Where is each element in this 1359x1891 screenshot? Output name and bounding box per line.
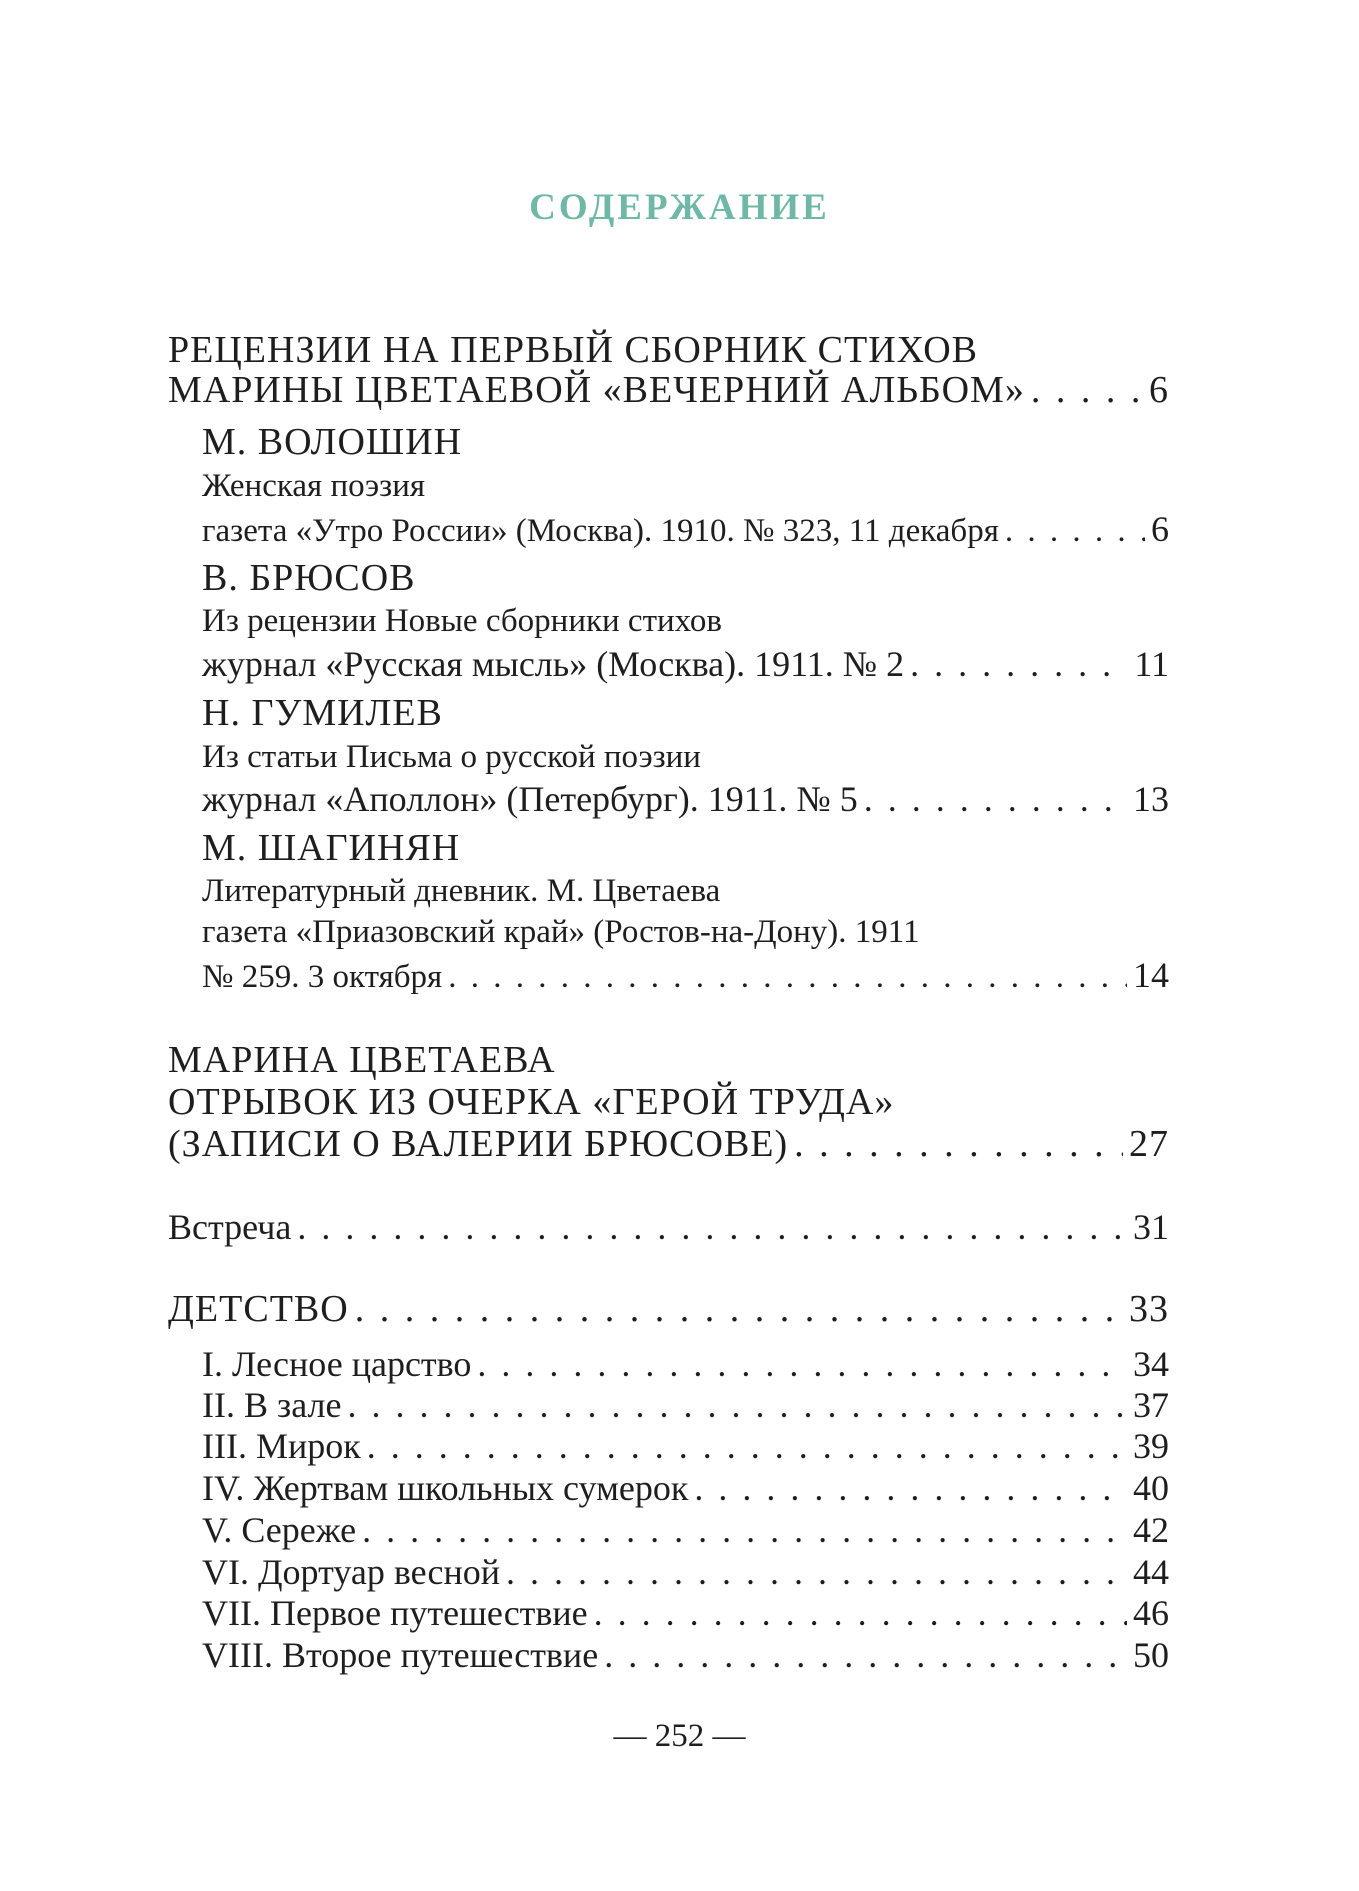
page-ref: 37: [1133, 1385, 1169, 1425]
toc-subentry: [202, 1467, 1169, 1509]
section-heading-line: МАРИНЫ ЦВЕТАЕВОЙ «ВЕЧЕРНИЙ АЛЬБОМ»: [168, 369, 1025, 411]
review-source: журнал «Аполлон» (Петербург). 1911. № 5: [202, 779, 858, 819]
author-name: М. ВОЛОШИН: [202, 421, 463, 463]
review-source: газета «Приазовский край» (Ростов-на-Дону). 1911: [202, 914, 920, 950]
review-title-text: Из рецензии Новые сборники стихов: [202, 603, 722, 639]
dot-leader: [864, 778, 1127, 820]
author-name: М. ШАГИНЯН: [202, 827, 461, 869]
review-title-text: Из статьи Письма о русской поэзии: [202, 739, 701, 775]
page-ref: 33: [1129, 1288, 1169, 1330]
toc-entry: [202, 508, 1169, 550]
section-heading: [168, 328, 978, 372]
page-ref: 14: [1133, 955, 1169, 995]
toc-entry: [202, 954, 1169, 996]
entry-label: VI. Дортуар весной: [202, 1552, 501, 1592]
dot-leader: [594, 1592, 1127, 1634]
page-ref: 40: [1133, 1468, 1169, 1508]
entry-label: III. Мирок: [202, 1426, 361, 1466]
page-ref: 13: [1133, 779, 1169, 819]
page-title: СОДЕРЖАНИЕ: [529, 187, 830, 228]
page-ref: 46: [1133, 1593, 1169, 1633]
page-ref: 34: [1133, 1344, 1169, 1384]
review-title-text: Литературный дневник. М. Цветаева: [202, 873, 721, 909]
toc-subentry: [202, 1551, 1169, 1593]
dot-leader: [448, 959, 1127, 996]
entry-label: V. Сереже: [202, 1510, 357, 1550]
toc-entry: [168, 1122, 1169, 1166]
review-author: [202, 420, 462, 464]
page-ref: 39: [1133, 1426, 1169, 1466]
dot-leader: [355, 1287, 1123, 1331]
toc-subentry: [202, 1425, 1169, 1467]
page-number: — 252 —: [613, 1718, 746, 1754]
section-heading-line: РЕЦЕНЗИИ НА ПЕРВЫЙ СБОРНИК СТИХОВ: [168, 329, 978, 371]
review-source: газета «Утро России» (Москва). 1910. № 323, 11 декабря: [202, 513, 999, 549]
review-source: журнал «Русская мысль» (Москва). 1911. № 2: [202, 644, 905, 684]
toc-entry: [168, 1287, 1169, 1331]
dot-leader: [1031, 368, 1143, 412]
page-ref: 11: [1134, 644, 1169, 684]
toc-entry: [168, 1206, 1169, 1248]
dot-leader: [347, 1384, 1127, 1426]
toc-entry: [168, 368, 1169, 412]
review-source-line: [202, 914, 920, 951]
dot-leader: [694, 1467, 1127, 1509]
dot-leader: [1005, 513, 1145, 550]
dot-leader: [477, 1343, 1127, 1385]
toc-entry: [202, 643, 1169, 685]
toc-entry: [202, 778, 1169, 820]
toc-subentry: [202, 1592, 1169, 1634]
section-heading-line: ОТРЫВОК ИЗ ОЧЕРКА «ГЕРОЙ ТРУДА»: [168, 1081, 895, 1123]
entry-label: IV. Жертвам школьных сумерок: [202, 1468, 689, 1508]
page-ref: 27: [1129, 1123, 1169, 1165]
entry-label: ДЕТСТВО: [168, 1288, 349, 1330]
review-author: [202, 826, 460, 870]
entry-label: Встреча: [168, 1207, 292, 1247]
dot-leader: [910, 643, 1128, 685]
entry-label: I. Лесное царство: [202, 1344, 472, 1384]
review-title: [202, 468, 425, 505]
review-author: [202, 556, 416, 600]
dot-leader: [604, 1634, 1127, 1676]
dot-leader: [506, 1551, 1127, 1593]
review-source: № 259. 3 октября: [202, 959, 443, 995]
page-ref: 50: [1133, 1635, 1169, 1675]
dot-leader: [362, 1509, 1127, 1551]
author-name: В. БРЮСОВ: [202, 557, 416, 599]
review-title-text: Женская поэзия: [202, 468, 426, 504]
page-ref: 42: [1133, 1510, 1169, 1550]
review-author: [202, 691, 443, 735]
review-title: [202, 603, 722, 640]
review-title: [202, 739, 701, 776]
author-name: Н. ГУМИЛЕВ: [202, 692, 443, 734]
entry-label: II. В зале: [202, 1385, 342, 1425]
page-ref: 6: [1149, 369, 1169, 411]
toc-subentry: [202, 1634, 1169, 1676]
section-heading-line: (ЗАПИСИ О ВАЛЕРИИ БРЮСОВЕ): [168, 1123, 789, 1165]
section-heading: [168, 1038, 556, 1082]
page-ref: 31: [1133, 1207, 1169, 1247]
entry-label: VII. Первое путешествие: [202, 1593, 588, 1633]
dot-leader: [794, 1122, 1123, 1166]
toc-subentry: [202, 1509, 1169, 1551]
section-heading: [168, 1080, 894, 1124]
dot-leader: [297, 1206, 1127, 1248]
entry-label: VIII. Второе путешествие: [202, 1635, 599, 1675]
dot-leader: [367, 1425, 1127, 1467]
toc-subentry: [202, 1343, 1169, 1385]
page-ref: 44: [1133, 1552, 1169, 1592]
review-title: [202, 873, 720, 910]
toc-subentry: [202, 1384, 1169, 1426]
page-ref: 6: [1151, 509, 1169, 549]
section-heading-line: МАРИНА ЦВЕТАЕВА: [168, 1039, 556, 1081]
